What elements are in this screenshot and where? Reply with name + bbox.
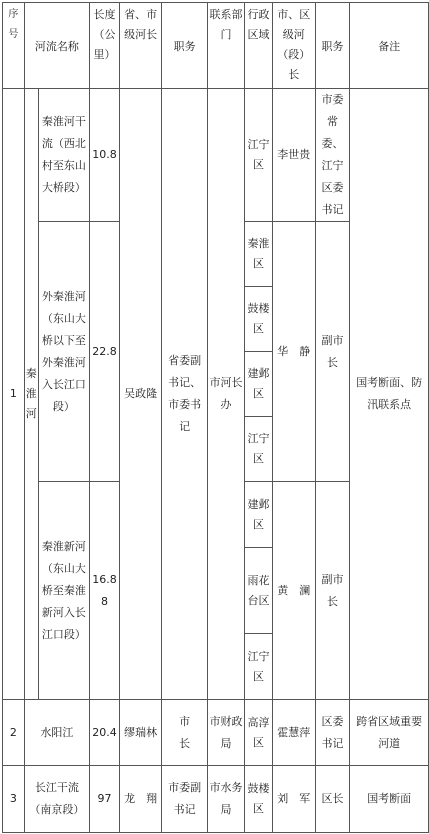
admin-area: 雨花台区	[245, 548, 273, 634]
district-chief: 李世贵	[272, 89, 315, 222]
table-row	[3, 89, 429, 222]
district-position: 市委常委、江宁区委书记	[315, 89, 350, 222]
segment-length: 16.88	[90, 482, 120, 700]
row2-river: 水阳江	[24, 700, 89, 766]
admin-area: 鼓楼区	[245, 287, 273, 352]
row2-chief: 缪瑞林	[119, 700, 162, 766]
row1-chief: 吴政隆	[119, 89, 162, 700]
row3-remark: 国考断面	[350, 766, 429, 833]
segment-name: 外秦淮河（东山大桥以下至外秦淮河入长江口段）	[38, 222, 89, 482]
header-length: 长度（公里）	[90, 3, 120, 89]
row1-chief-position: 省委副书记、市委书记	[162, 89, 207, 700]
row2-district-position: 区委书记	[315, 700, 350, 766]
header-district-chief: 市、区级河（段）长	[272, 3, 315, 89]
admin-area: 建邺区	[245, 352, 273, 417]
row3-chief: 龙 翔	[119, 766, 162, 833]
river-chief-table-wrapper	[2, 2, 429, 833]
segment-length: 22.8	[90, 222, 120, 482]
row1-river: 秦淮河	[24, 89, 38, 700]
row2-area: 高淳区	[245, 700, 273, 766]
table-row	[3, 700, 429, 766]
header-position-2: 职务	[315, 3, 350, 89]
row2-remark: 跨省区域重要河道	[350, 700, 429, 766]
district-position: 副市长	[315, 222, 350, 482]
header-province-city-chief: 省、市级河长	[119, 3, 162, 89]
admin-area: 江宁区	[245, 417, 273, 482]
row3-dept: 市水务局	[207, 766, 244, 833]
header-row	[3, 3, 429, 89]
row2-length: 20.4	[90, 700, 120, 766]
row1-remark: 国考断面、防汛联系点	[350, 89, 429, 700]
district-position: 副市长	[315, 482, 350, 700]
admin-area: 江宁区	[245, 89, 273, 222]
row2-chief-position: 市 长	[162, 700, 207, 766]
table-row	[3, 766, 429, 833]
row3-area: 鼓楼区	[245, 766, 273, 833]
row2-district-chief: 霍慧萍	[272, 700, 315, 766]
header-remark: 备注	[350, 3, 429, 89]
row3-seq: 3	[3, 766, 25, 833]
segment-name: 秦淮河干流（西北村至东山大桥段）	[38, 89, 89, 222]
row1-dept: 市河长办	[207, 89, 244, 700]
row3-district-position: 区长	[315, 766, 350, 833]
admin-area: 建邺区	[245, 482, 273, 548]
river-chief-table	[2, 2, 429, 833]
admin-area: 江宁区	[245, 634, 273, 700]
admin-area: 秦淮区	[245, 222, 273, 287]
header-admin-area: 行政区域	[245, 3, 273, 89]
header-seq: 序号	[3, 3, 25, 89]
header-contact-dept: 联系部门	[207, 3, 244, 89]
district-chief: 黄 澜	[272, 482, 315, 700]
row1-seq: 1	[3, 89, 25, 700]
row2-dept: 市财政局	[207, 700, 244, 766]
row3-length: 97	[90, 766, 120, 833]
header-river-name: 河流名称	[24, 3, 89, 89]
segment-name: 秦淮新河（东山大桥至秦淮新河入长江口段）	[38, 482, 89, 700]
segment-length: 10.8	[90, 89, 120, 222]
district-chief: 华 静	[272, 222, 315, 482]
row2-seq: 2	[3, 700, 25, 766]
header-position: 职务	[162, 3, 207, 89]
row3-river: 长江干流（南京段）	[24, 766, 89, 833]
row3-district-chief: 刘 军	[272, 766, 315, 833]
row3-chief-position: 市委副书记	[162, 766, 207, 833]
